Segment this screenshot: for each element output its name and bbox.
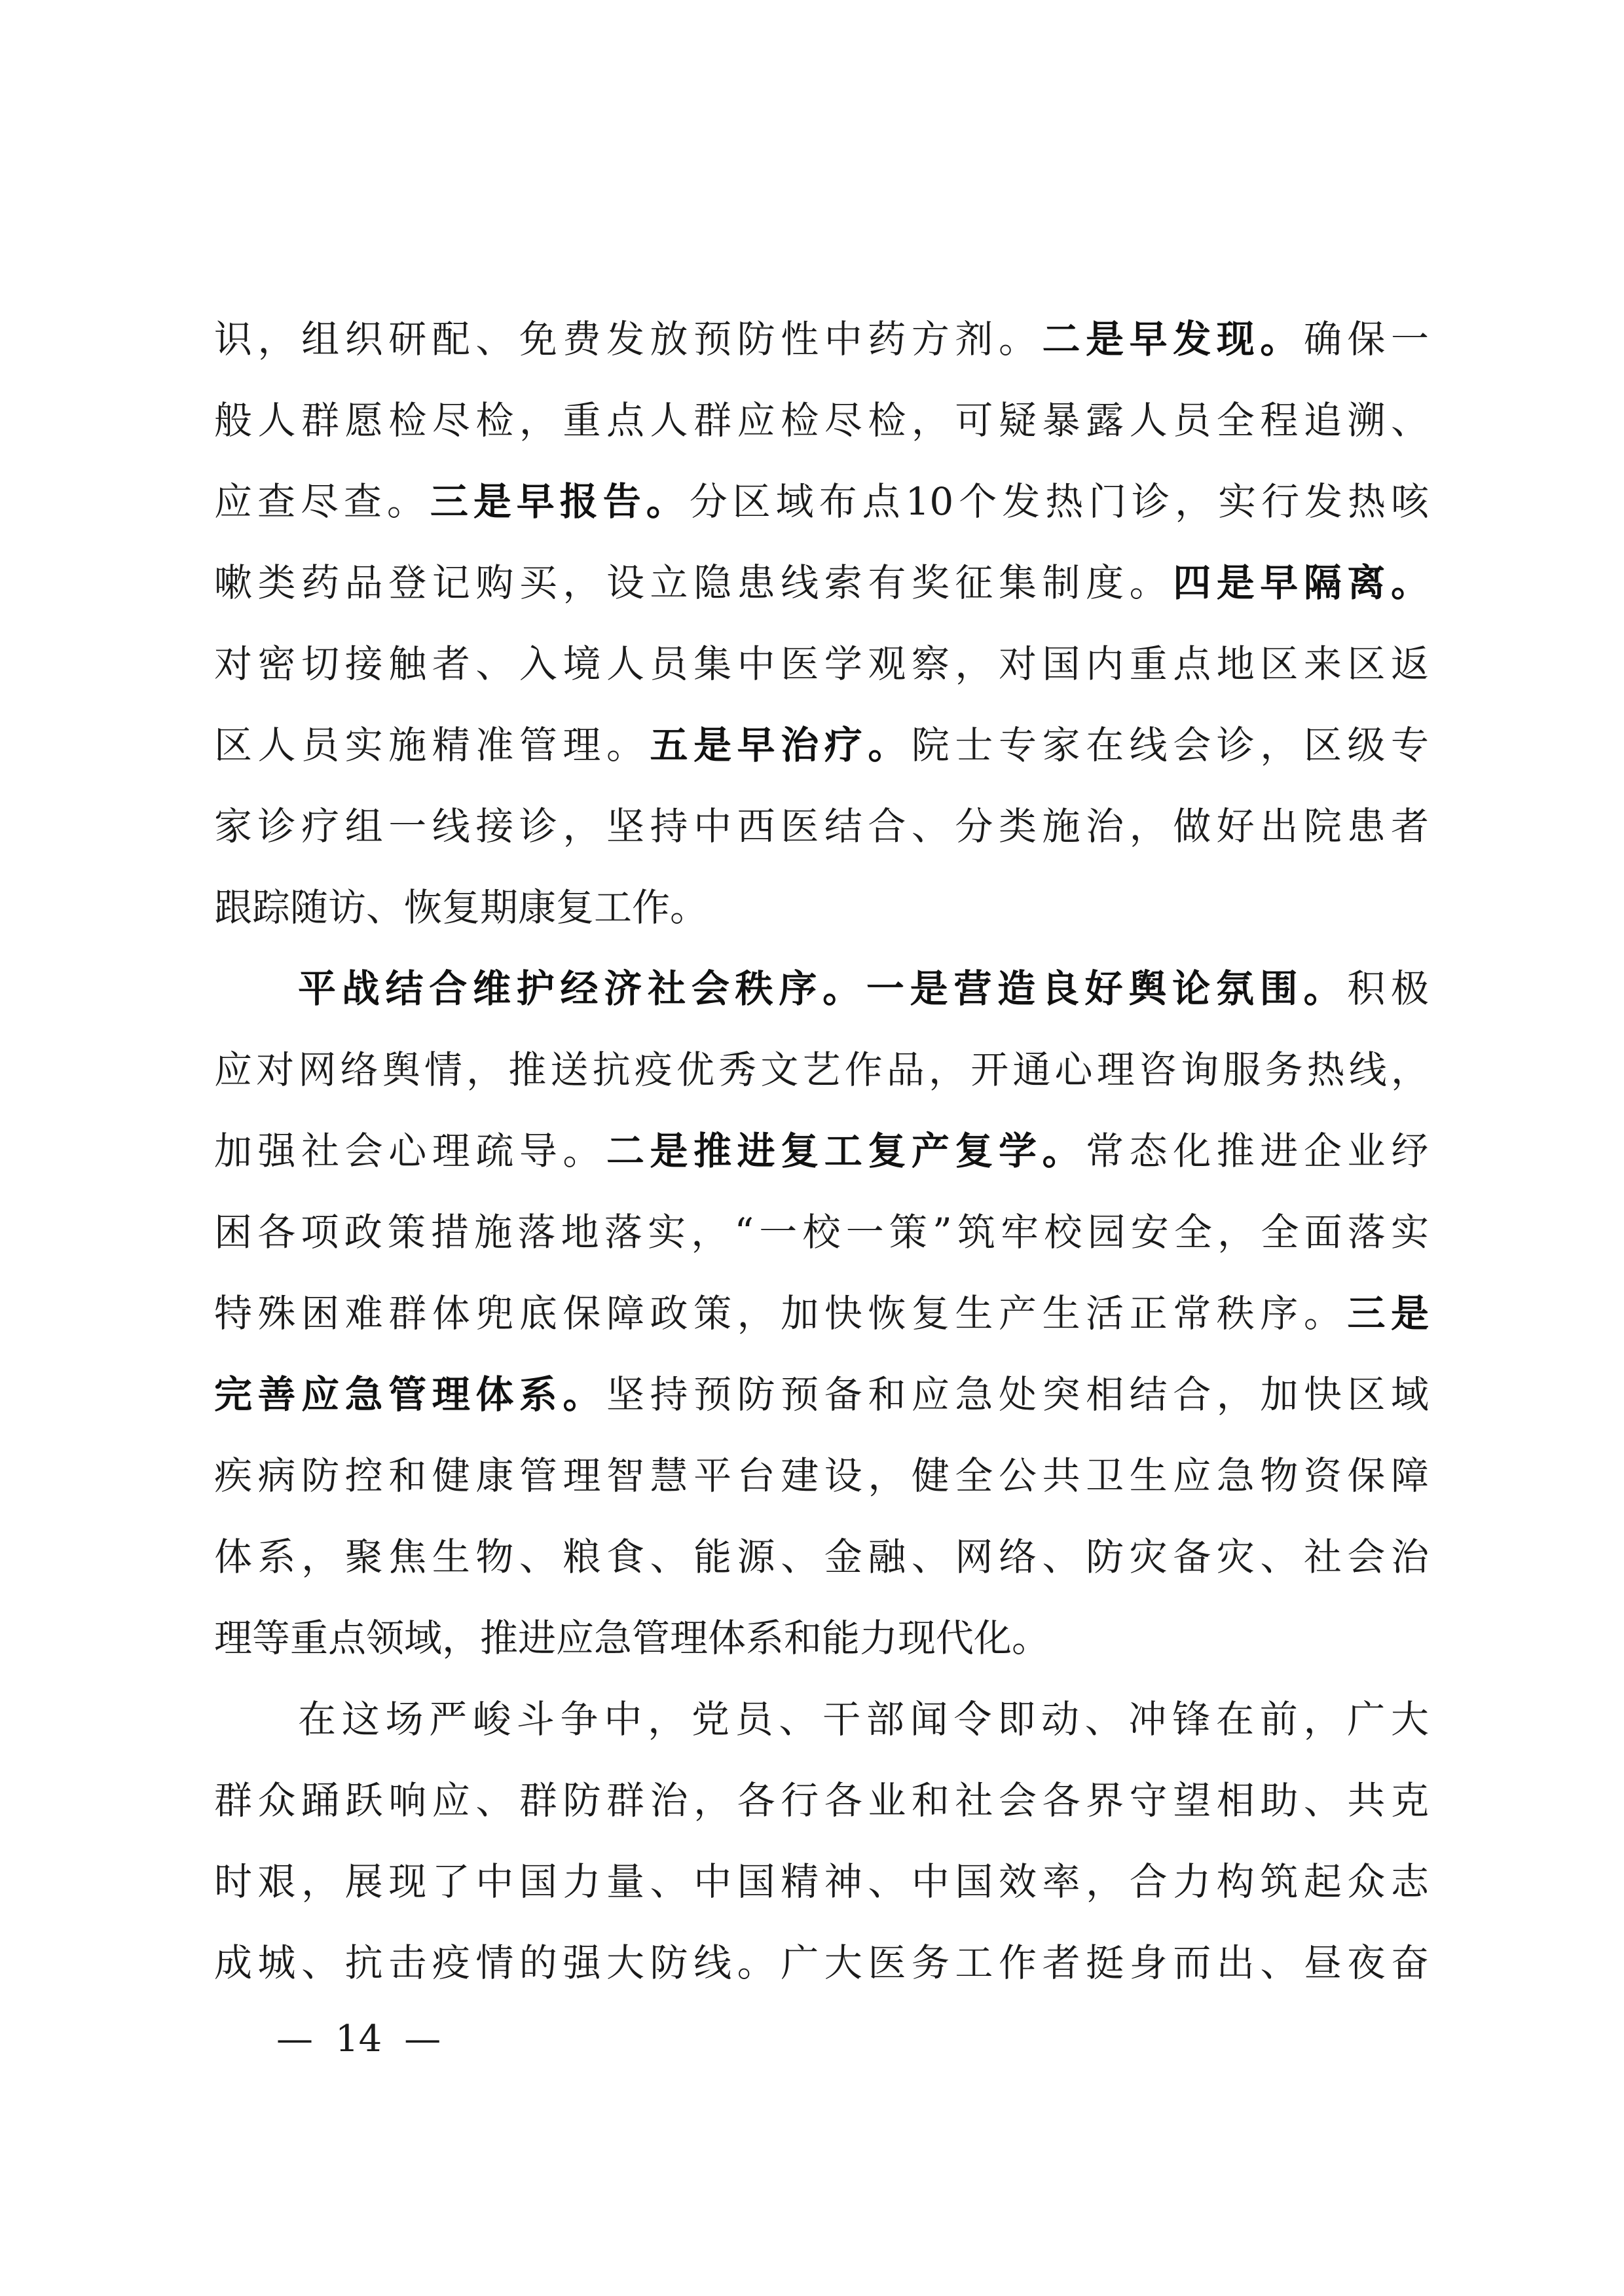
bold-heading-text: 平战结合维护经济社会秩序。一是营造良好舆论氛围。 bbox=[298, 966, 1348, 1011]
body-text: 嗽类药品登记购买，设立隐患线索有奖征集制度。 bbox=[214, 560, 1173, 605]
text-line bbox=[214, 1760, 1429, 1841]
body-text: 坚持预防预备和应急处突相结合，加快区域 bbox=[606, 1372, 1429, 1417]
body-text: 体系，聚焦生物、粮食、能源、金融、网络、防灾备灾、社会治 bbox=[214, 1535, 1429, 1579]
body-text: 应对网络舆情，推送抗疫优秀文艺作品，开通心理咨询服务热线， bbox=[214, 1048, 1429, 1092]
text-line bbox=[214, 1597, 1429, 1679]
body-text: 加强社会心理疏导。 bbox=[214, 1129, 606, 1173]
text-line bbox=[214, 299, 1429, 380]
body-text: 常态化推进企业纾 bbox=[1086, 1129, 1429, 1173]
page-number-footer bbox=[268, 2016, 449, 2062]
page-number-dash-left: — bbox=[276, 2018, 313, 2060]
body-text: 应查尽查。 bbox=[214, 479, 430, 524]
body-text: 积极 bbox=[1347, 966, 1429, 1011]
text-line bbox=[214, 1029, 1429, 1110]
text-line bbox=[214, 1273, 1429, 1354]
text-line bbox=[214, 704, 1429, 786]
body-text: 区人员实施精准管理。 bbox=[214, 723, 650, 767]
text-line bbox=[214, 1922, 1429, 2003]
body-text: 识，组织研配、免费发放预防性中药方剂。 bbox=[214, 317, 1043, 361]
body-text: 家诊疗组一线接诊，坚持中西医结合、分类施治，做好出院患者 bbox=[214, 804, 1429, 848]
body-text: 院士专家在线会诊，区级专 bbox=[911, 723, 1429, 767]
text-line bbox=[214, 542, 1429, 623]
bold-heading-text: 二是推进复工复产复学。 bbox=[606, 1129, 1086, 1173]
text-line bbox=[214, 1841, 1429, 1922]
text-line bbox=[214, 948, 1429, 1029]
bold-heading-text: 三是早报告。 bbox=[430, 479, 690, 524]
body-text: 分区域布点10个发热门诊，实行发热咳 bbox=[689, 479, 1429, 524]
text-line bbox=[214, 1192, 1429, 1273]
bold-heading-text: 三是 bbox=[1347, 1291, 1429, 1336]
document-body bbox=[214, 299, 1429, 2003]
text-line bbox=[214, 867, 1429, 948]
body-text: 跟踪随访、恢复期康复工作。 bbox=[214, 885, 709, 930]
text-line bbox=[214, 786, 1429, 867]
bold-heading-text: 二是早发现。 bbox=[1042, 317, 1304, 361]
page-number-dash-right: — bbox=[404, 2018, 441, 2060]
page-number: 14 bbox=[335, 2018, 382, 2060]
body-text: 理等重点领域，推进应急管理体系和能力现代化。 bbox=[214, 1616, 1050, 1660]
body-text: 对密切接触者、入境人员集中医学观察，对国内重点地区来区返 bbox=[214, 642, 1429, 686]
bold-heading-text: 四是早隔离。 bbox=[1173, 560, 1429, 605]
body-text: 疾病防控和健康管理智慧平台建设，健全公共卫生应急物资保障 bbox=[214, 1453, 1429, 1498]
text-line bbox=[214, 1435, 1429, 1516]
body-text: 确保一 bbox=[1303, 317, 1429, 361]
text-line bbox=[214, 380, 1429, 461]
text-line bbox=[214, 1354, 1429, 1435]
body-text: 时艰，展现了中国力量、中国精神、中国效率，合力构筑起众志 bbox=[214, 1859, 1429, 1904]
body-text: 群众踊跃响应、群防群治，各行各业和社会各界守望相助、共克 bbox=[214, 1778, 1429, 1823]
text-line bbox=[214, 1516, 1429, 1597]
text-line bbox=[214, 1679, 1429, 1760]
body-text: 般人群愿检尽检，重点人群应检尽检，可疑暴露人员全程追溯、 bbox=[214, 398, 1429, 443]
body-text: 困各项政策措施落地落实，“一校一策”筑牢校园安全，全面落实 bbox=[214, 1210, 1429, 1254]
text-line bbox=[214, 1110, 1429, 1192]
bold-heading-text: 完善应急管理体系。 bbox=[214, 1372, 606, 1417]
bold-heading-text: 五是早治疗。 bbox=[650, 723, 912, 767]
body-text: 特殊困难群体兜底保障政策，加快恢复生产生活正常秩序。 bbox=[214, 1291, 1348, 1336]
text-line bbox=[214, 623, 1429, 704]
body-text: 成城、抗击疫情的强大防线。广大医务工作者挺身而出、昼夜奋 bbox=[214, 1941, 1429, 1985]
text-line bbox=[214, 461, 1429, 542]
body-text: 在这场严峻斗争中，党员、干部闻令即动、冲锋在前，广大 bbox=[298, 1697, 1429, 1741]
